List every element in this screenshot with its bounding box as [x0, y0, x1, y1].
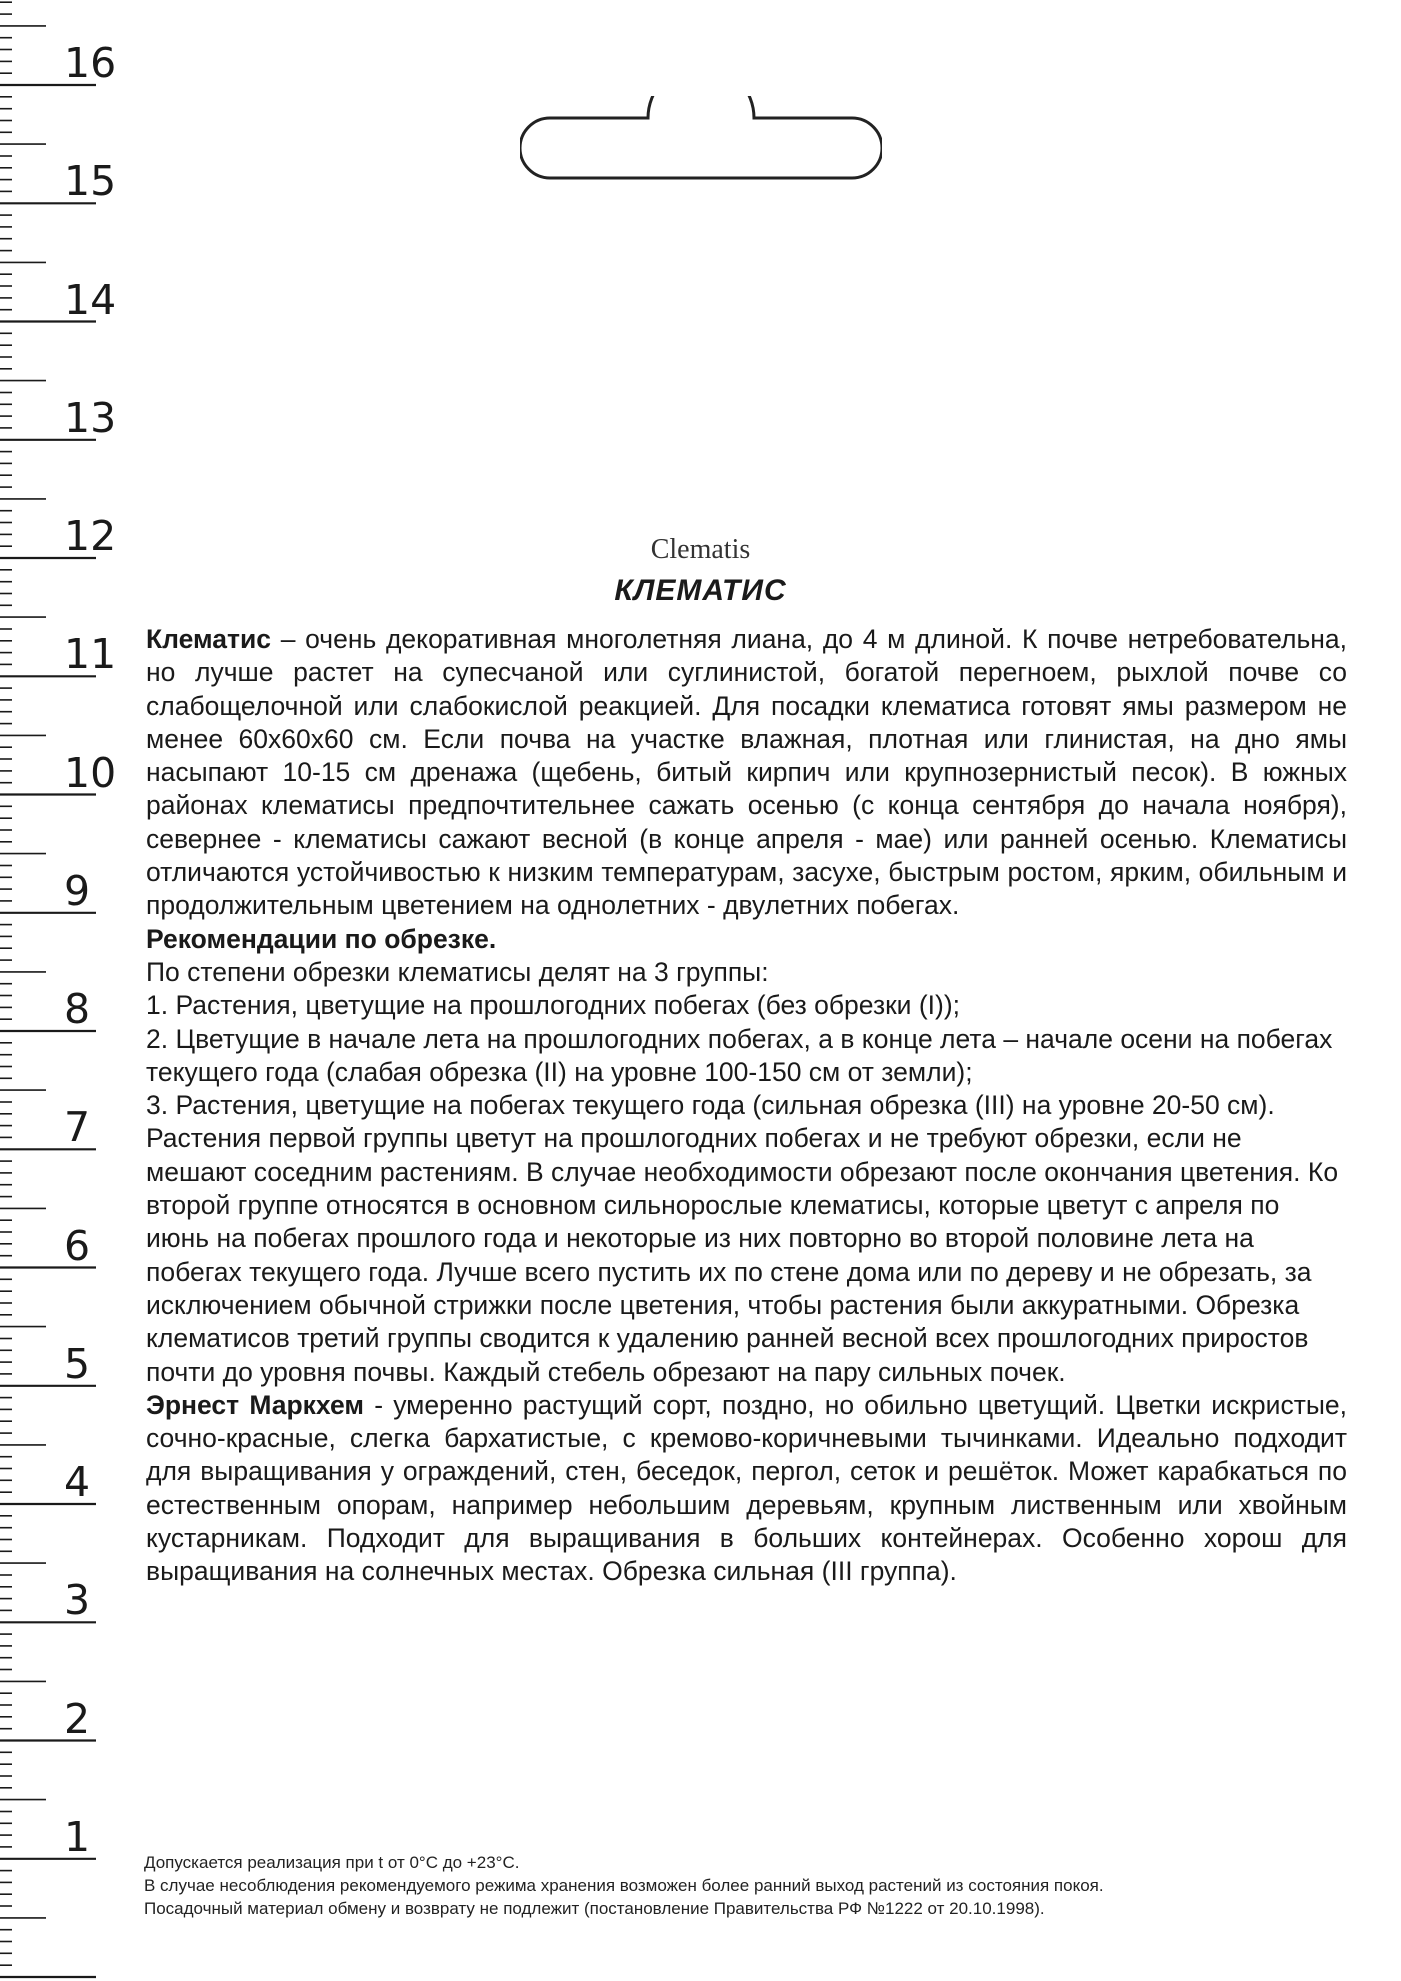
ruler-label: 12 — [64, 512, 117, 560]
pruning-paragraph: Растения первой группы цветут на прошлогодних побегах и не требуют обрезки, если не мешают соседним растениям. В случае необходимости обрезают после окончания цветения. Ко второй группе относятся в основном сильнорослые клематисы, которые цветут с апреля по июнь на побегах прошлого года и некоторые из них повторно во второй половине лета на побегах текущего года. Лучше всего пустить их по стене дома или по дереву и не обрезать, за исключением обычной стрижки после цветения, чтобы растения были аккуратными. Обрезка клематисов третий группы сводится к удалению ранней весной всех прошлогодних приростов почти до уровня почвы. Каждый стебель обрезают на пару сильных почек. — [146, 1123, 1339, 1387]
footer-notes — [144, 1851, 1364, 1920]
pruning-intro: По степени обрезки клематисы делят на 3 группы: — [146, 956, 769, 987]
ruler-label: 5 — [64, 1339, 91, 1388]
ruler-label: 10 — [64, 748, 117, 797]
footer-line-2: В случае несоблюдения рекомендуемого режима хранения возможен более ранний выход растений из состояния покоя. — [144, 1876, 1104, 1895]
pruning-heading: Рекомендации по обрезке. — [146, 923, 497, 954]
page-title: КЛЕМАТИС — [614, 574, 787, 607]
footer-line-3: Посадочный материал обмену и возврату не подлежит (постановление Правительства РФ №1222 от 20.10.1998). — [144, 1899, 1045, 1918]
ruler-label: 16 — [64, 39, 117, 87]
pruning-group-1: 1. Растения, цветущие на прошлогодних побегах (без обрезки (I)); — [146, 990, 961, 1021]
intro-paragraph — [146, 623, 1347, 923]
latin-name: Clematis — [650, 534, 751, 565]
ruler-label: 15 — [64, 157, 117, 206]
variety-paragraph — [146, 1389, 1347, 1589]
ruler-label: 4 — [64, 1458, 91, 1506]
pruning-group-3: 3. Растения, цветущие на побегах текущего года (сильная обрезка (III) на уровне 20-50 см). — [146, 1090, 1275, 1121]
description — [146, 623, 1347, 1589]
ruler-label: 1 — [64, 1812, 91, 1861]
variety-text: - умеренно растущий сорт, поздно, но обильно цветущий. Цветки искристые, сочно-красные, слегка бархатистые, с кремово-коричневыми тычинками. Идеально подходит для выращивания у ограждений, стен, беседок, пергол, сеток и решёток. Может карабкаться по естественным опорам, например небольшим деревьям, крупным лиственным или хвойным кустарникам. Подходит для выращивания в больших контейнерах. Особенно хорош для выращивания на солнечных местах. Обрезка сильная (III группа). — [146, 1389, 1347, 1587]
intro-text: – очень декоративная многолетняя лиана, до 4 м длиной. К почве нетребовательна, но лучше растет на супесчаной или суглинистой, богатой перегноем, рыхлой почве со слабощелочной или слабокислой реакцией. Для посадки клематиса готовят ямы размером не менее 60х60х60 см. Если почва на участке влажная, плотная или глинистая, на дно ямы насыпают 10-15 см дренажа (щебень, битый кирпич или крупнозернистый песок). В южных районах клематисы предпочтительнее сажать осенью (с конца сентября до начала ноября), севернее - клематисы сажают весной (в конце апреля - мае) или ранней осенью. Клематисы отличаются устойчивостью к низким температурам, засухе, быстрым ростом, ярким, обильным и продолжительным цветением на однолетних - двулетних побегах. — [146, 624, 1347, 921]
pruning-group-2: 2. Цветущие в начале лета на прошлогодних побегах, а в конце лета – начале осени на побегах текущего года (слабая обрезка (II) на уровне 100-150 см от земли); — [146, 1023, 1333, 1087]
ruler-label: 3 — [64, 1576, 91, 1625]
intro-lead: Клематис — [146, 624, 272, 654]
ruler-label: 7 — [64, 1103, 91, 1152]
ruler-label: 13 — [64, 393, 117, 442]
variety-name: Эрнест Маркхем — [146, 1389, 364, 1420]
ruler-label: 14 — [64, 275, 117, 324]
ruler-label: 9 — [64, 866, 91, 915]
ruler-label: 8 — [64, 985, 91, 1033]
ruler-label: 2 — [64, 1694, 91, 1743]
hang-tab-icon — [520, 96, 882, 196]
footer-line-1: Допускается реализация при t от 0°С до +23°С. — [144, 1853, 520, 1872]
ruler-label: 6 — [64, 1221, 91, 1270]
ruler-label: 11 — [64, 630, 117, 679]
